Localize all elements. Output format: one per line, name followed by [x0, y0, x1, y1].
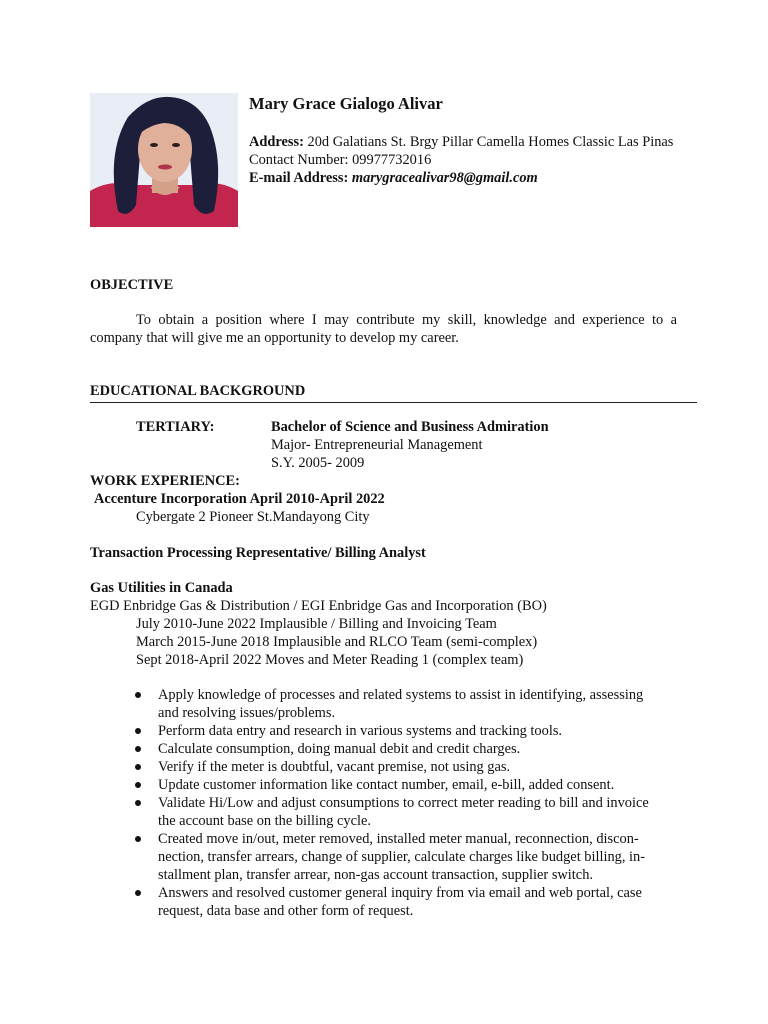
bullet-icon	[135, 890, 141, 896]
list-item: Apply knowledge of processes and related systems to assist in identifying, assessing and resolving issues/problems.	[133, 686, 678, 722]
list-item: Verify if the meter is doubtful, vacant premise, not using gas.	[133, 758, 678, 776]
email-label: E-mail Address:	[249, 170, 349, 186]
account-line: EGD Enbridge Gas & Distribution / EGI Enbridge Gas and Incorporation (BO)	[90, 598, 547, 614]
education-level: TERTIARY:	[136, 419, 215, 435]
bullet-icon	[135, 692, 141, 698]
portrait-image	[90, 93, 238, 227]
major: Major- Entrepreneurial Management	[271, 437, 483, 453]
list-item: Answers and resolved customer general inquiry from via email and web portal, case request, data base and other form of request.	[133, 884, 678, 920]
bullet-icon	[135, 728, 141, 734]
contact-block	[249, 133, 677, 187]
list-item: Created move in/out, meter removed, installed meter manual, reconnection, discon- nection, transfer arrears, change of supplier, calculate charges like budget billing, in- stallment plan, transfer arrear, non-gas account transaction, supplier switch.	[133, 830, 678, 884]
objective-heading: OBJECTIVE	[90, 277, 174, 293]
position-title: Transaction Processing Representative/ Billing Analyst	[90, 545, 426, 561]
company-line: Accenture Incorporation April 2010-April 2022	[94, 491, 385, 507]
education-details	[271, 418, 549, 472]
contact-number: Contact Number: 09977732016	[249, 152, 432, 168]
list-item: Update customer information like contact number, email, e-bill, added consent.	[133, 776, 678, 794]
section-divider	[90, 402, 697, 403]
address-line	[249, 133, 677, 151]
email-line	[249, 169, 677, 187]
company-location: Cybergate 2 Pioneer St.Mandayong City	[136, 509, 370, 525]
list-item: Calculate consumption, doing manual debit and credit charges.	[133, 740, 678, 758]
address-label: Address:	[249, 134, 304, 150]
account-title: Gas Utilities in Canada	[90, 580, 233, 596]
bullet-icon	[135, 746, 141, 752]
duties-list	[133, 686, 678, 920]
team-line: July 2010-June 2022 Implausible / Billing and Invoicing Team	[136, 616, 497, 632]
bullet-icon	[135, 782, 141, 788]
list-item: Validate Hi/Low and adjust consumptions to correct meter reading to bill and invoice the account base on the billing cycle.	[133, 794, 678, 830]
bullet-icon	[135, 764, 141, 770]
applicant-name: Mary Grace Gialogo Alivar	[249, 94, 443, 113]
school-years: S.Y. 2005- 2009	[271, 455, 365, 471]
bullet-icon	[135, 836, 141, 842]
objective-text: To obtain a position where I may contribute my skill, knowledge and experience to a company that will give me an opportunity to develop my career.	[90, 312, 677, 346]
work-heading: WORK EXPERIENCE:	[90, 473, 240, 489]
team-line: Sept 2018-April 2022 Moves and Meter Reading 1 (complex team)	[136, 652, 524, 668]
email-value: marygracealivar98@gmail.com	[351, 170, 538, 186]
address-value: 20d Galatians St. Brgy Pillar Camella Homes Classic Las Pinas	[307, 134, 674, 150]
profile-photo	[90, 93, 238, 227]
team-line: March 2015-June 2018 Implausible and RLCO Team (semi-complex)	[136, 634, 538, 650]
education-heading: EDUCATIONAL BACKGROUND	[90, 383, 306, 399]
list-item: Perform data entry and research in various systems and tracking tools.	[133, 722, 678, 740]
degree: Bachelor of Science and Business Admiration	[271, 419, 549, 435]
bullet-icon	[135, 800, 141, 806]
